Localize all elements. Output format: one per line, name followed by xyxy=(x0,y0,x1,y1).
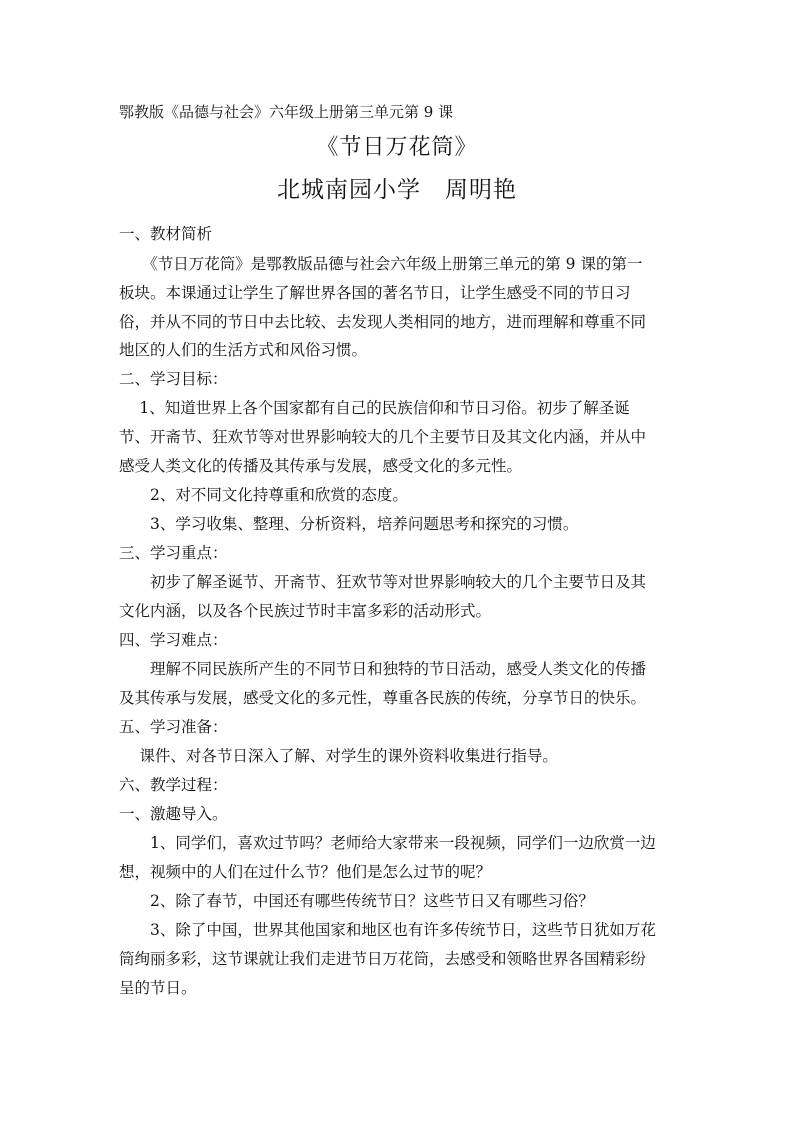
body-text-line: 1、知道世界上各个国家都有自己的民族信仰和节日习俗。初步了解圣诞 xyxy=(119,399,630,417)
document-title: 《节日万花筒》 xyxy=(316,135,478,160)
body-text-line: 想，视频中的人们在过什么节？他们是怎么过节的呢？ xyxy=(119,863,492,881)
section-heading-teaching-process: 六、教学过程： xyxy=(119,776,228,794)
body-text-line: 节、开斋节、狂欢节等对世界影响较大的几个主要节日及其文化内涵，并从中 xyxy=(119,428,647,446)
body-text-line: 理解不同民族所产生的不同节日和独特的节日活动，感受人类文化的传播 xyxy=(119,660,647,678)
section-heading-preparation: 五、学习准备： xyxy=(119,718,228,736)
author-line: 北城南园小学 周明艳 xyxy=(277,177,517,203)
body-text-line: 1、同学们，喜欢过节吗？老师给大家带来一段视频，同学们一边欣赏一边 xyxy=(119,834,656,852)
body-text-line: 3、学习收集、整理、分析资料，培养问题思考和探究的习惯。 xyxy=(119,515,579,533)
body-text-line: 呈的节日。 xyxy=(119,979,197,997)
body-text-line: 俗，并从不同的节日中去比较、去发现人类相同的地方，进而理解和尊重不同 xyxy=(119,313,647,331)
lesson-header: 鄂教版《品德与社会》六年级上册第三单元第 9 课 xyxy=(119,103,454,121)
body-text-line: 3、除了中国，世界其他国家和地区也有许多传统节日，这些节日犹如万花 xyxy=(119,921,656,939)
body-text-line: 地区的人们的生活方式和风俗习惯。 xyxy=(119,341,368,359)
body-text-line: 感受人类文化的传播及其传承与发展，感受文化的多元性。 xyxy=(119,457,523,475)
body-text-line: 初步了解圣诞节、开斋节、狂欢节等对世界影响较大的几个主要节日及其 xyxy=(119,573,647,591)
body-text-line: 《节日万花筒》是鄂教版品德与社会六年级上册第三单元的第 9 课的第一 xyxy=(119,255,643,273)
section-heading-difficulties: 四、学习难点： xyxy=(119,631,228,649)
body-text-line: 文化内涵，以及各个民族过节时丰富多彩的活动形式。 xyxy=(119,602,492,620)
body-text-line: 2、除了春节，中国还有哪些传统节日？这些节日又有哪些习俗？ xyxy=(119,892,594,910)
body-text-line: 板块。本课通过让学生了解世界各国的著名节日，让学生感受不同的节日习 xyxy=(119,284,631,302)
section-heading-objectives: 二、学习目标： xyxy=(119,370,228,388)
body-text-line: 课件、对各节日深入了解、对学生的课外资料收集进行指导。 xyxy=(119,747,558,765)
body-text-line: 2、对不同文化持尊重和欣赏的态度。 xyxy=(119,486,408,504)
section-heading-key-points: 三、学习重点： xyxy=(119,544,228,562)
body-text-line: 筒绚丽多彩，这节课就让我们走进节日万花筒，去感受和领略世界各国精彩纷 xyxy=(119,950,647,968)
subsection-heading-introduction: 一、激趣导入。 xyxy=(119,805,228,823)
section-heading-textbook-analysis: 一、教材简析 xyxy=(119,225,213,243)
body-text-line: 及其传承与发展，感受文化的多元性，尊重各民族的传统，分享节日的快乐。 xyxy=(119,689,647,707)
